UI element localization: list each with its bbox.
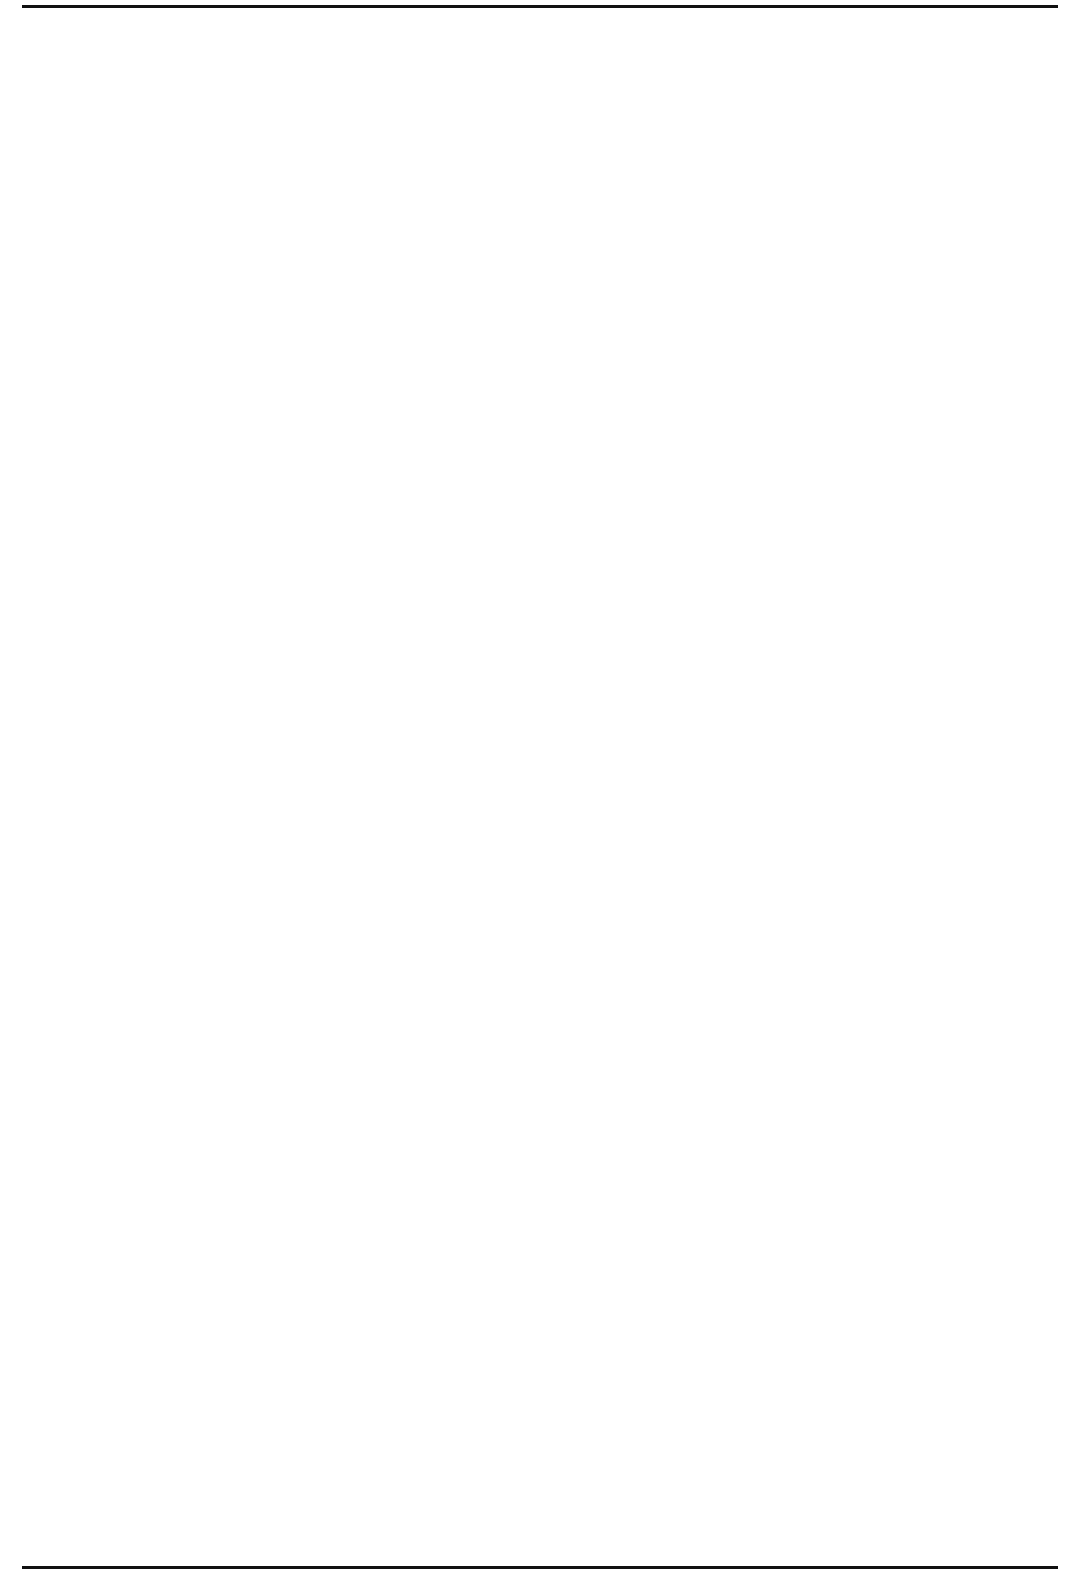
table-top-rule (22, 5, 1058, 8)
table-bottom-rule (22, 1566, 1058, 1569)
continued-name-fragment-row (0, 9, 1080, 33)
